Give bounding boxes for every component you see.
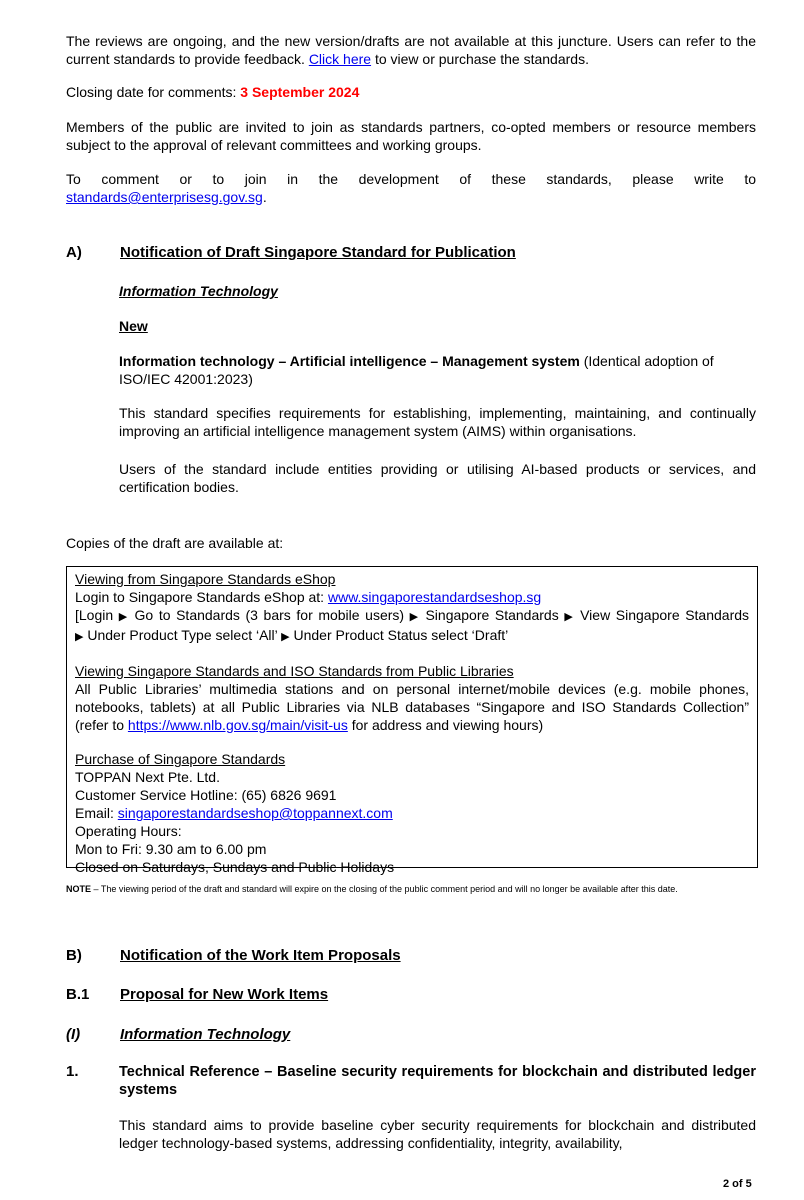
library-text-line: [75, 680, 749, 734]
eshop-login-line: [75, 588, 749, 606]
copies-label: Copies of the draft are available at:: [66, 535, 284, 551]
nlb-url-link[interactable]: https://www.nlb.gov.sg/main/visit-us: [127, 717, 348, 733]
item-description: This standard aims to provide baseline cyber security requirements for blockchain and distributed ledger technology-based systems, addressing confidentiality, integrity, availability,: [119, 1117, 756, 1151]
library-text: All Public Libraries’ multimedia stations and on personal internet/mobile devices (e.g. mobile phones, notebooks, tablets) at all Public Libraries via NLB databases “Singapore and ISO Standards Collection” (refer to: [75, 681, 749, 733]
hours-label: Operating Hours:: [75, 823, 182, 839]
section-b-label: B): [66, 947, 82, 964]
eshop-path-3: Singapore Standards: [425, 607, 559, 623]
library-heading: Viewing Singapore Standards and ISO Standards from Public Libraries: [75, 663, 514, 679]
comment-paragraph: To comment or to join in the development of these standards, please write to: [66, 171, 756, 187]
standard-title: Information technology – Artificial intelligence – Management system: [119, 353, 580, 369]
section-b1-title: Proposal for New Work Items: [120, 986, 329, 1003]
toppan-email-link[interactable]: singaporestandardseshop@toppannext.com: [117, 805, 393, 821]
eshop-login-text: Login to Singapore Standards eShop at:: [75, 589, 325, 605]
eshop-group: [75, 570, 749, 646]
arrow-icon: ▶: [409, 611, 420, 623]
purchase-email-label: Email:: [75, 805, 114, 821]
category-title: Information Technology: [120, 1026, 291, 1043]
purchase-email-line: [75, 804, 749, 822]
standard-desc-1: This standard specifies requirements for establishing, implementing, maintaining, and continually improving an artificial intelligence management system (AIMS) within organisations.: [119, 405, 756, 439]
eshop-path-5: Under Product Type select ‘All’: [87, 627, 278, 643]
section-a-status: New: [119, 318, 148, 334]
library-tail: for address and viewing hours): [351, 717, 544, 733]
closing-label: Closing date for comments:: [66, 84, 237, 100]
purchase-company: TOPPAN Next Pte. Ltd.: [75, 769, 220, 785]
closing-date: 3 September 2024: [240, 84, 360, 100]
item-title: Technical Reference – Baseline security requirements for blockchain and distributed ledger systems: [119, 1064, 756, 1098]
intro-paragraph: [66, 32, 756, 68]
standards-email-link[interactable]: standards@enterprisesg.gov.sg: [66, 189, 263, 205]
members-paragraph: Members of the public are invited to join as standards partners, co-opted members or resource members subject to the approval of relevant committees and working groups.: [66, 119, 756, 153]
eshop-heading: Viewing from Singapore Standards eShop: [75, 571, 336, 587]
intro-tail: to view or purchase the standards.: [374, 51, 589, 67]
page-number: 2 of 5: [723, 1178, 752, 1190]
section-a-label: A): [66, 244, 82, 261]
purchase-hotline: Customer Service Hotline: (65) 6826 9691: [75, 787, 337, 803]
arrow-icon: ▶: [118, 611, 129, 623]
section-a-category: Information Technology: [119, 283, 278, 299]
arrow-icon: ▶: [281, 631, 290, 643]
draft-availability-box: [66, 566, 758, 875]
intro-text: The reviews are ongoing, and the new version/drafts are not available at this juncture. Users can refer to the current standards to provide feedback.: [66, 33, 756, 67]
library-group: [75, 662, 749, 734]
eshop-path-6: Under Product Status select ‘Draft’: [293, 627, 509, 643]
standard-note: (Identical adoption of ISO/IEC 42001:2023): [119, 353, 714, 387]
eshop-path-2: Go to Standards (3 bars for mobile users): [134, 607, 405, 623]
eshop-path-line-1: [75, 606, 749, 626]
note-label: NOTE: [66, 884, 92, 894]
eshop-url-link[interactable]: www.singaporestandardseshop.sg: [327, 589, 542, 605]
section-a-title: Notification of Draft Singapore Standard for Publication: [120, 244, 516, 261]
item-number: 1.: [66, 1063, 79, 1080]
eshop-path-1: [Login: [75, 607, 114, 623]
arrow-icon: ▶: [564, 611, 575, 623]
standard-desc-2: Users of the standard include entities providing or utilising AI-based products or services, and certification bodies.: [119, 461, 756, 495]
click-here-link[interactable]: Click here: [308, 51, 372, 67]
purchase-group: [75, 750, 749, 876]
closing-date-line: [66, 83, 756, 101]
section-b-title: Notification of the Work Item Proposals: [120, 947, 401, 964]
eshop-path-line-2: [75, 626, 749, 646]
arrow-icon: ▶: [75, 631, 84, 643]
category-label: (I): [66, 1026, 81, 1043]
comment-email-line: standards@enterprisesg.gov.sg.: [66, 189, 267, 205]
hours-weekday: Mon to Fri: 9.30 am to 6.00 pm: [75, 841, 267, 857]
section-b1-label: B.1: [66, 986, 90, 1003]
eshop-path-4: View Singapore Standards: [580, 607, 750, 623]
purchase-heading: Purchase of Singapore Standards: [75, 751, 286, 767]
viewing-note: [66, 882, 756, 896]
standard-title-line: [119, 352, 756, 388]
hours-closed: Closed on Saturdays, Sundays and Public Holidays: [75, 859, 395, 875]
note-text: – The viewing period of the draft and standard will expire on the closing of the public comment period and will no longer be available after this date.: [93, 884, 678, 894]
